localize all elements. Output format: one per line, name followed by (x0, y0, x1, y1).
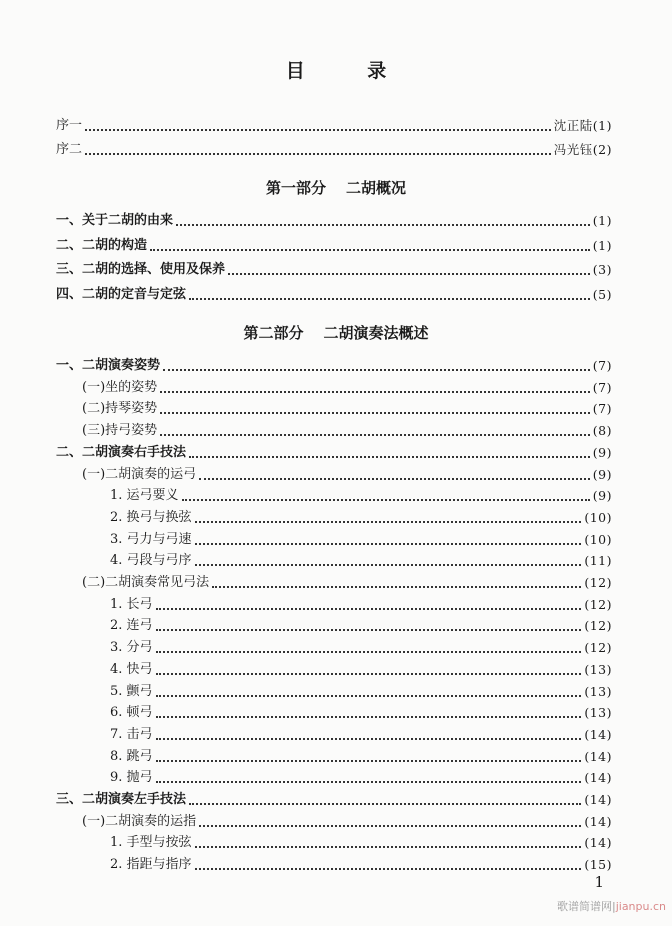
toc-entry[interactable] (110, 509, 612, 527)
toc-entry[interactable] (110, 769, 612, 787)
part-name: 二胡演奏法概述 (323, 324, 429, 342)
toc-entry[interactable] (56, 444, 612, 462)
toc-entry-label: 6. 顿弓 (110, 705, 153, 721)
toc-entry-label: 一、关于二胡的由来 (56, 213, 174, 228)
toc-entry-preface-2[interactable] (56, 141, 612, 159)
toc-entry-label: 二、二胡的构造 (56, 237, 148, 253)
toc-entry-label: (二)二胡演奏常见弓法 (82, 575, 210, 590)
leader-dots (195, 868, 582, 870)
leader-dots (156, 651, 582, 653)
toc-entry[interactable] (110, 856, 612, 874)
toc-title: 目 录 (285, 60, 415, 82)
toc-entry[interactable] (56, 357, 612, 375)
page-number: 1 (594, 873, 604, 891)
leader-dots (156, 781, 582, 783)
toc-entry-label: 1. 运弓要义 (110, 488, 179, 504)
toc-entry[interactable] (82, 422, 612, 440)
leader-dots (212, 586, 581, 588)
toc-entry-page: (9) (592, 488, 612, 504)
leader-dots (156, 738, 582, 740)
toc-entry-page: (15) (584, 857, 612, 873)
part-number: 第一部分 (265, 179, 326, 197)
toc-entry-label: (三)持弓姿势 (82, 423, 158, 439)
toc-entry-page: (11) (584, 553, 612, 569)
toc-entry-label: 四、二胡的定音与定弦 (56, 286, 187, 302)
toc-entry-page: (10) (584, 531, 612, 547)
toc-entry[interactable] (56, 261, 612, 279)
toc-entry-page: (7) (592, 358, 612, 373)
toc-entry-page: (14) (584, 770, 612, 786)
toc-entry-label: 8. 跳弓 (110, 748, 153, 764)
toc-entry[interactable] (110, 748, 612, 766)
leader-dots (156, 629, 582, 631)
toc-entry[interactable] (110, 639, 612, 657)
toc-entry[interactable] (82, 379, 612, 397)
toc-entry-label: 3. 弓力与弓速 (110, 531, 192, 547)
toc-entry-preface-1[interactable] (56, 117, 612, 135)
leader-dots (195, 521, 582, 523)
leader-dots (163, 369, 590, 371)
leader-dots (160, 434, 590, 436)
toc-entry-label: 一、二胡演奏姿势 (56, 358, 161, 373)
toc-entry-page: (14) (584, 726, 612, 742)
toc-entry[interactable] (56, 237, 612, 255)
leader-dots (189, 456, 590, 458)
toc-entry-page: (9) (592, 444, 612, 460)
leader-dots (176, 224, 590, 226)
toc-entry[interactable] (82, 813, 612, 831)
part-heading-1 (0, 177, 672, 198)
toc-entry-label: 序二 (56, 142, 83, 157)
toc-entry-label: 1. 手型与按弦 (110, 835, 192, 851)
toc-entry-page: (8) (592, 423, 612, 439)
toc-entry-label: 2. 换弓与换弦 (110, 509, 192, 525)
toc-entry[interactable] (82, 466, 612, 484)
watermark-cn: 歌谱简谱网| (556, 900, 616, 913)
part-number: 第二部分 (243, 324, 304, 342)
leader-dots (160, 412, 590, 414)
toc-entry-label: 9. 抛弓 (110, 770, 153, 786)
toc-entry[interactable] (110, 661, 612, 679)
toc-entry[interactable] (110, 704, 612, 722)
toc-entry-page: (3) (592, 262, 612, 277)
toc-entry-label: 3. 分弓 (110, 640, 153, 656)
site-watermark (557, 898, 666, 914)
toc-entry[interactable] (110, 683, 612, 701)
leader-dots (195, 543, 582, 545)
toc-entry-page: (12) (584, 640, 612, 656)
leader-dots (189, 298, 590, 300)
toc-entry-page: (7) (592, 401, 612, 417)
toc-entry[interactable] (56, 212, 612, 230)
toc-entry[interactable] (82, 400, 612, 418)
toc-entry-label: 2. 指距与指序 (110, 857, 192, 873)
toc-entry[interactable] (110, 617, 612, 635)
toc-entry-label: 7. 击弓 (110, 726, 153, 742)
toc-entry[interactable] (110, 596, 612, 614)
leader-dots (182, 499, 590, 501)
part-name: 二胡概况 (346, 179, 407, 197)
toc-entry-page: (13) (584, 661, 612, 677)
watermark-en: jianpu.cn (615, 900, 666, 913)
toc-entry-page: (14) (584, 813, 612, 829)
leader-dots (199, 478, 590, 480)
leader-dots (156, 716, 582, 718)
toc-entry[interactable] (110, 531, 612, 549)
leader-dots (160, 391, 590, 393)
toc-entry-label: (一)二胡演奏的运指 (82, 813, 197, 829)
leader-dots (228, 273, 590, 275)
toc-entry-label: 三、二胡的选择、使用及保养 (56, 262, 226, 277)
leader-dots (85, 153, 551, 155)
leader-dots (195, 846, 582, 848)
toc-entry-page: 冯光钰(2) (553, 142, 612, 157)
toc-entry-label: (二)持琴姿势 (82, 401, 158, 417)
leader-dots (85, 129, 551, 131)
toc-entry-label: 4. 快弓 (110, 661, 153, 677)
part-heading-2 (0, 322, 672, 343)
leader-dots (156, 673, 582, 675)
toc-entry-label: 序一 (56, 118, 83, 133)
toc-entry-page: (10) (584, 509, 612, 525)
toc-entry[interactable] (110, 834, 612, 852)
toc-entry-page: (14) (584, 792, 612, 807)
leader-dots (156, 760, 582, 762)
toc-entry[interactable] (56, 286, 612, 304)
toc-entry-page: (14) (584, 835, 612, 851)
toc-entry-page: (14) (584, 748, 612, 764)
leader-dots (156, 695, 582, 697)
toc-entry-page: (13) (584, 705, 612, 721)
toc-entry-page: (12) (584, 596, 612, 612)
toc-entry-page: (12) (584, 618, 612, 634)
toc-entry[interactable] (82, 574, 612, 592)
toc-entry-page: (1) (592, 213, 612, 228)
leader-dots (150, 249, 590, 251)
toc-entry-page: (7) (592, 379, 612, 395)
toc-entry-label: 5. 颤弓 (110, 683, 153, 699)
toc-entry-page: (9) (592, 466, 612, 482)
toc-entry-label: (一)坐的姿势 (82, 379, 158, 395)
toc-entry-label: 三、二胡演奏左手技法 (56, 792, 187, 807)
toc-entry[interactable] (56, 791, 612, 809)
toc-entry[interactable] (110, 487, 612, 505)
toc-entry-page: (13) (584, 683, 612, 699)
leader-dots (156, 608, 582, 610)
toc-entry-page: (12) (584, 575, 612, 590)
toc-entry-page: 沈正陆(1) (553, 118, 612, 133)
toc-entry-label: 1. 长弓 (110, 596, 153, 612)
toc-entry-label: 2. 连弓 (110, 618, 153, 634)
leader-dots (199, 825, 581, 827)
leader-dots (195, 564, 582, 566)
toc-entry-page: (1) (592, 237, 612, 253)
toc-entry[interactable] (110, 552, 612, 570)
toc-entry-page: (5) (592, 286, 612, 302)
toc-entry-label: 4. 弓段与弓序 (110, 553, 192, 569)
leader-dots (189, 803, 581, 805)
toc-entry[interactable] (110, 726, 612, 744)
toc-entry-label: 二、二胡演奏右手技法 (56, 444, 187, 460)
toc-entry-label: (一)二胡演奏的运弓 (82, 466, 197, 482)
